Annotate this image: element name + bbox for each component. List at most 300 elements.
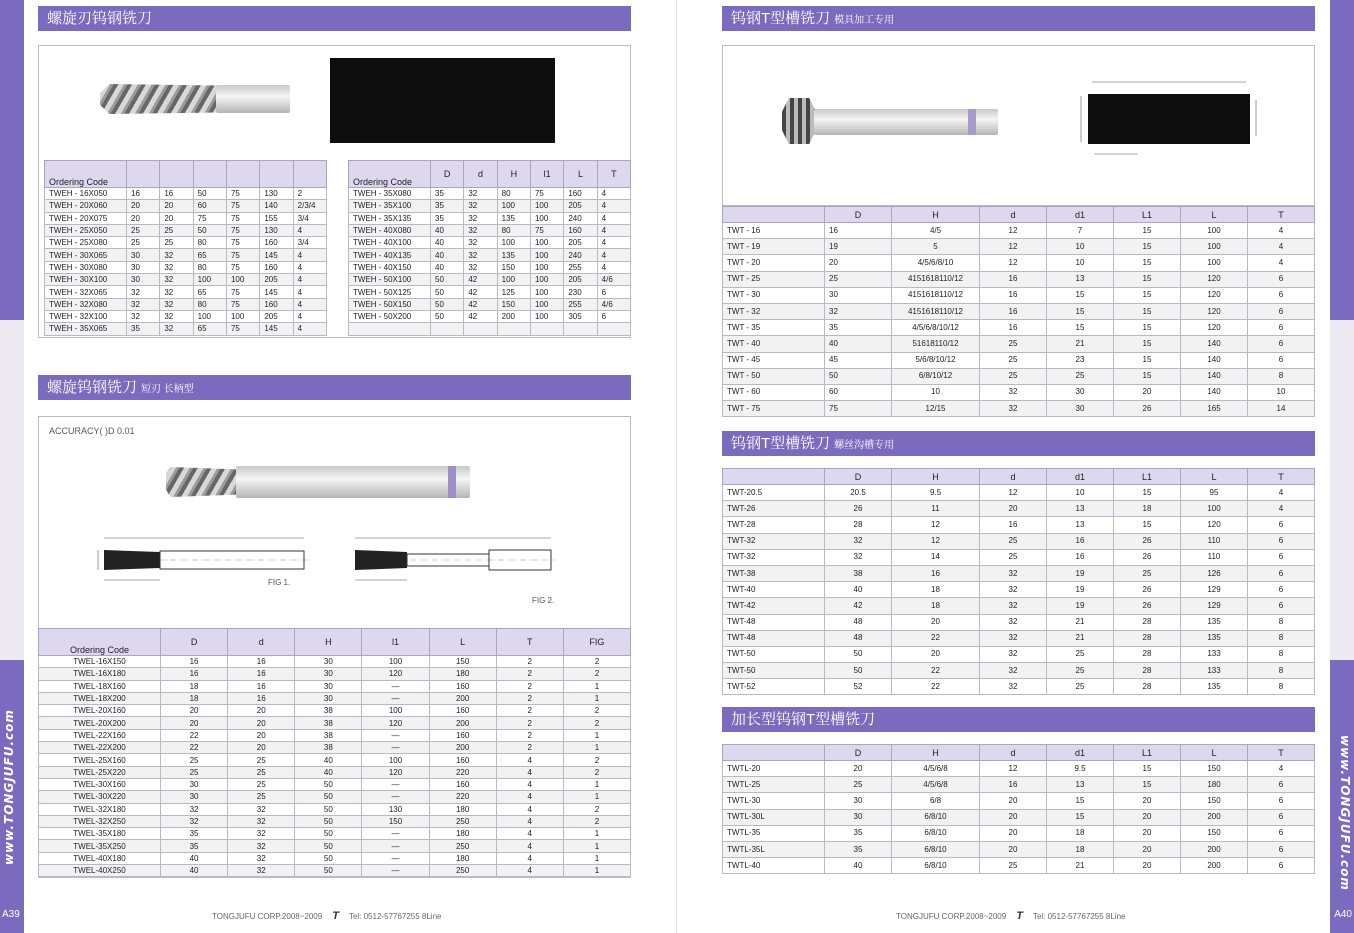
table-cell: 160 [260,237,293,249]
extended-t-slot-table [722,744,1315,874]
ordering-code-cell: TWEH - 32X080 [45,298,127,310]
ordering-code-cell: TWT - 60 [723,384,825,400]
table-cell: 42 [464,286,497,298]
table-cell: — [362,778,429,790]
column-header: L1 [1114,207,1181,223]
table-row [723,255,1315,271]
column-header [293,161,326,188]
table-cell: 1 [563,692,630,704]
table-cell: 80 [193,298,226,310]
table-cell: 80 [193,261,226,273]
table-cell: 11 [892,501,980,517]
table-cell: 32 [825,533,892,549]
table-cell: 155 [260,212,293,224]
table-cell: 18 [161,680,228,692]
table-cell: 2 [496,705,563,717]
table-cell: 32 [464,249,497,261]
ordering-code-cell: TWEH - 35X065 [45,323,127,335]
table-cell: 40 [431,237,464,249]
table-cell: 32 [464,261,497,273]
table-cell: 6 [1248,565,1315,581]
table-row [39,705,631,717]
table-row [349,237,631,249]
table-cell: 180 [429,852,496,864]
table-cell: 140 [260,200,293,212]
table-cell: 100 [1181,255,1248,271]
table-cell: 26 [1114,549,1181,565]
table-cell: 140 [1181,384,1248,400]
table-cell: 4 [496,754,563,766]
table-cell: 200 [1181,841,1248,857]
table-cell: 4 [293,286,326,298]
right-margin-top-band [1330,0,1354,320]
table-cell: 4 [1248,223,1315,239]
table-cell: 6 [1248,598,1315,614]
ordering-code-cell: TWT-50 [723,663,825,679]
table-cell: 75 [530,188,563,200]
table-row [45,249,327,261]
table-cell: — [362,791,429,803]
table-cell: 32 [464,200,497,212]
table-cell [431,323,464,335]
column-header: L [564,161,597,188]
table-cell: 133 [1181,646,1248,662]
table-cell: 2 [496,717,563,729]
table-cell: 4 [496,803,563,815]
table-cell: — [362,840,429,852]
table-cell: 20 [980,501,1047,517]
table-cell: 20 [825,255,892,271]
table-cell: 40 [825,336,892,352]
table-cell: 30 [161,791,228,803]
table-cell: 25 [161,754,228,766]
table-cell: 4/5/6/8 [892,761,980,777]
table-cell: 18 [892,598,980,614]
table-cell: 100 [530,310,563,322]
table-cell: 42 [464,274,497,286]
column-header: l1 [530,161,563,188]
table-cell: 129 [1181,582,1248,598]
table-cell: 12 [892,533,980,549]
table-cell: 180 [429,668,496,680]
table-cell: 135 [497,212,530,224]
table-cell: 1 [563,828,630,840]
table-cell: 6 [1248,793,1315,809]
ordering-code-cell: TWEH - 50X150 [349,298,431,310]
section-subtitle: 模具加工专用 [834,15,895,26]
table-cell: 25 [980,549,1047,565]
table-cell: 6/8/10/12 [892,368,980,384]
ordering-code-cell: TWT-38 [723,565,825,581]
table-cell: 1 [563,729,630,741]
table-cell: 100 [530,286,563,298]
table-cell: 26 [825,501,892,517]
column-header: d [464,161,497,188]
table-row [39,680,631,692]
table-cell: 4 [293,249,326,261]
table-cell: 120 [1181,303,1248,319]
table-cell: 19 [825,239,892,255]
table-cell: — [362,729,429,741]
section-header-t-slot-thread [722,431,1315,456]
table-cell: 100 [362,656,429,668]
table-cell: 4 [496,865,563,877]
table-cell: 50 [825,663,892,679]
section-header-long-shank-endmill [38,375,631,400]
table-cell [497,323,530,335]
left-website-url: www.TONGJUFU.com [2,709,16,865]
table-row [45,286,327,298]
table-row [45,237,327,249]
table-row [349,310,631,322]
table-cell: 135 [497,249,530,261]
table-cell: 75 [226,212,259,224]
table-row [723,809,1315,825]
table-cell: 2 [293,188,326,200]
table-cell: 165 [1181,401,1248,417]
table-row [349,224,631,236]
ordering-code-cell: TWEL-25X220 [39,766,161,778]
table-cell: 32 [228,803,295,815]
table-cell: 20 [980,809,1047,825]
column-header [723,469,825,485]
ordering-code-cell: TWT-32 [723,533,825,549]
table-row [723,223,1315,239]
table-cell: 75 [226,286,259,298]
table-cell: 20 [892,614,980,630]
table-row [349,298,631,310]
table-cell: 25 [1047,646,1114,662]
table-cell: 32 [980,401,1047,417]
table-cell: 38 [825,565,892,581]
table-row [45,310,327,322]
column-header: l1 [362,629,429,656]
table-row [723,485,1315,501]
table-cell: 25 [980,368,1047,384]
table-cell: 32 [980,614,1047,630]
table-cell: 4 [1248,501,1315,517]
table-cell: 50 [295,815,362,827]
table-cell: 6 [1248,582,1315,598]
table-cell: 32 [160,286,193,298]
long-shank-endmill-photo [166,462,470,502]
table-cell: 20 [980,793,1047,809]
table-cell: 16 [980,320,1047,336]
table-cell: 15 [1114,287,1181,303]
table-cell: 120 [362,766,429,778]
table-row [723,565,1315,581]
table-row [723,582,1315,598]
long-shank-endmill-table [38,628,631,877]
table-cell: 200 [429,692,496,704]
table-cell: 16 [161,668,228,680]
table-cell: 4 [496,778,563,790]
table-cell: 16 [892,565,980,581]
table-cell: 100 [193,310,226,322]
table-cell: — [362,680,429,692]
section-header-spiral-endmill [38,6,631,31]
column-header: Ordering Code [45,161,127,188]
table-cell: 100 [530,298,563,310]
table-cell: 40 [295,766,362,778]
table-cell: 145 [260,323,293,335]
table-cell: 12 [980,255,1047,271]
table-cell: 4 [597,261,630,273]
table-cell: 150 [1181,761,1248,777]
table-cell: 160 [564,188,597,200]
table-cell: 19 [1047,598,1114,614]
right-website-url: www.TONGJUFU.com [1338,735,1352,891]
table-cell: 6 [1248,303,1315,319]
table-cell: 1 [563,852,630,864]
table-cell: 4 [293,310,326,322]
table-row [723,401,1315,417]
table-cell: 2 [563,668,630,680]
table-cell: 32 [825,549,892,565]
table-cell: 150 [1181,825,1248,841]
table-cell: 50 [295,865,362,877]
fig2-drawing [345,530,560,590]
ordering-code-cell: TWEL-40X180 [39,852,161,864]
table-cell: 110 [1181,533,1248,549]
column-header: H [295,629,362,656]
table-cell: 12 [980,239,1047,255]
spiral-endmill-table-b [348,160,631,336]
ordering-code-cell: TWEH - 25X080 [45,237,127,249]
column-header: L [429,629,496,656]
table-cell: 240 [564,249,597,261]
table-cell: 50 [431,298,464,310]
footer-tel: Tel: 0512-57767255 8Line [1032,912,1126,921]
ordering-code-cell: TWEH - 30X080 [45,261,127,273]
column-header: d1 [1047,207,1114,223]
t-slot-mold-table [722,206,1315,417]
table-cell: 30 [127,249,160,261]
table-cell: 6/8/10 [892,841,980,857]
table-cell: 15 [1047,287,1114,303]
table-row [349,286,631,298]
table-cell: 18 [1114,501,1181,517]
table-cell: 4 [597,224,630,236]
table-cell: 140 [1181,352,1248,368]
table-header-row [349,161,631,188]
table-cell: 100 [362,754,429,766]
table-row [723,858,1315,874]
table-cell: 4/5/6/8/10/12 [892,320,980,336]
table-cell: 4 [597,200,630,212]
table-cell: 32 [127,310,160,322]
table-cell: 20 [160,200,193,212]
table-cell: 19 [1047,582,1114,598]
ordering-code-cell: TWEL-30X220 [39,791,161,803]
table-row [723,352,1315,368]
ordering-code-cell: TWT - 19 [723,239,825,255]
table-cell: 32 [160,261,193,273]
table-cell: 16 [980,517,1047,533]
table-cell: 2 [563,705,630,717]
table-row [39,852,631,864]
table-row [349,200,631,212]
table-cell: — [362,742,429,754]
table-cell: 25 [1047,679,1114,695]
table-cell: 16 [228,668,295,680]
table-cell: 6 [1248,809,1315,825]
table-cell: 4 [496,840,563,852]
table-cell: 50 [295,828,362,840]
table-cell: 6 [597,286,630,298]
column-header: T [1248,469,1315,485]
table-cell: 16 [127,188,160,200]
table-cell: 32 [464,224,497,236]
table-cell: 1 [563,865,630,877]
table-row [39,840,631,852]
column-header: Ordering Code [39,629,161,656]
table-cell: 16 [228,680,295,692]
table-cell: 32 [464,212,497,224]
table-cell: 4151618110/12 [892,271,980,287]
table-cell: 35 [161,828,228,840]
table-row [723,793,1315,809]
table-cell: 6 [1248,336,1315,352]
table-cell: 130 [260,224,293,236]
table-cell: 12 [980,761,1047,777]
table-cell: 16 [228,656,295,668]
table-cell: 8 [1248,679,1315,695]
section-subtitle: 螺丝沟槽专用 [834,440,895,451]
table-cell: 50 [431,274,464,286]
table-cell: 4151618110/12 [892,287,980,303]
ordering-code-cell: TWEL-32X250 [39,815,161,827]
table-cell: 40 [161,865,228,877]
table-cell: 150 [497,261,530,273]
table-cell: 40 [431,249,464,261]
table-cell: 3/4 [293,212,326,224]
table-cell: 16 [1047,533,1114,549]
ordering-code-cell: TWTL-35L [723,841,825,857]
table-cell: 18 [892,582,980,598]
ordering-code-cell: TWT-20.5 [723,485,825,501]
table-cell: 100 [530,212,563,224]
table-cell: 25 [228,791,295,803]
ordering-code-cell: TWEH - 25X050 [45,224,127,236]
table-cell: 4 [597,188,630,200]
ordering-code-cell: TWT-40 [723,582,825,598]
table-cell: 32 [228,852,295,864]
table-header-row [723,469,1315,485]
table-cell: 15 [1047,793,1114,809]
table-cell: 15 [1114,303,1181,319]
table-cell: 20 [160,212,193,224]
column-header: H [892,207,980,223]
table-row [723,533,1315,549]
table-cell: 25 [1047,368,1114,384]
column-header: d [980,469,1047,485]
table-cell: 10 [1248,384,1315,400]
ordering-code-cell: TWEH - 32X065 [45,286,127,298]
table-cell: 180 [429,828,496,840]
table-cell: 48 [825,630,892,646]
table-cell: 6/8/10 [892,809,980,825]
table-row [723,761,1315,777]
column-header: D [431,161,464,188]
table-cell: 100 [530,200,563,212]
table-cell: 20 [228,742,295,754]
table-cell: 22 [161,729,228,741]
table-cell: 30 [161,778,228,790]
left-page-number: A39 [2,909,20,920]
table-cell: 135 [1181,614,1248,630]
table-cell: 50 [431,286,464,298]
table-cell: 22 [161,742,228,754]
table-cell: 50 [193,188,226,200]
table-cell: 100 [497,237,530,249]
table-row [45,261,327,273]
table-cell: 32 [161,803,228,815]
table-cell: 8 [1248,614,1315,630]
table-cell: 200 [429,717,496,729]
table-cell: 38 [295,729,362,741]
table-cell: 145 [260,249,293,261]
table-cell: 32 [464,188,497,200]
table-cell: 32 [980,646,1047,662]
table-cell: 6 [1248,517,1315,533]
table-cell: 40 [431,224,464,236]
table-cell: 16 [228,692,295,704]
right-page-number: A40 [1334,909,1352,920]
table-row [723,663,1315,679]
ordering-code-cell: TWT-28 [723,517,825,533]
table-cell: 15 [1114,320,1181,336]
section-title: 螺旋刃钨钢铣刀 [47,10,153,27]
table-cell: 4 [1248,761,1315,777]
table-cell: 1 [563,680,630,692]
table-cell: 75 [226,200,259,212]
table-cell [597,323,630,335]
table-cell: 25 [160,237,193,249]
table-cell: 8 [1248,630,1315,646]
section-subtitle: 短刃 长柄型 [141,384,194,395]
table-cell: 6 [1248,320,1315,336]
ordering-code-cell: TWEH - 50X100 [349,274,431,286]
table-cell: 1 [563,778,630,790]
table-row [723,614,1315,630]
table-cell: 19 [1047,565,1114,581]
table-cell: 205 [564,200,597,212]
page-gutter [676,0,677,933]
ordering-code-cell: TWT - 50 [723,368,825,384]
table-cell [564,323,597,335]
table-cell: 30 [295,656,362,668]
table-cell: 32 [980,565,1047,581]
table-cell: 65 [193,249,226,261]
table-row [45,212,327,224]
table-cell: 25 [127,237,160,249]
table-cell: 4 [1248,255,1315,271]
table-cell: 25 [980,858,1047,874]
table-cell: 95 [1181,485,1248,501]
table-cell: 50 [295,803,362,815]
table-cell: 100 [497,200,530,212]
table-cell: 150 [1181,793,1248,809]
table-row [39,754,631,766]
column-header: T [1248,745,1315,761]
table-cell: 16 [161,656,228,668]
ordering-code-cell: TWT-50 [723,646,825,662]
table-cell: — [362,828,429,840]
ordering-code-cell: TWEH - 40X080 [349,224,431,236]
table-cell: 18 [1047,841,1114,857]
table-cell: 32 [980,630,1047,646]
